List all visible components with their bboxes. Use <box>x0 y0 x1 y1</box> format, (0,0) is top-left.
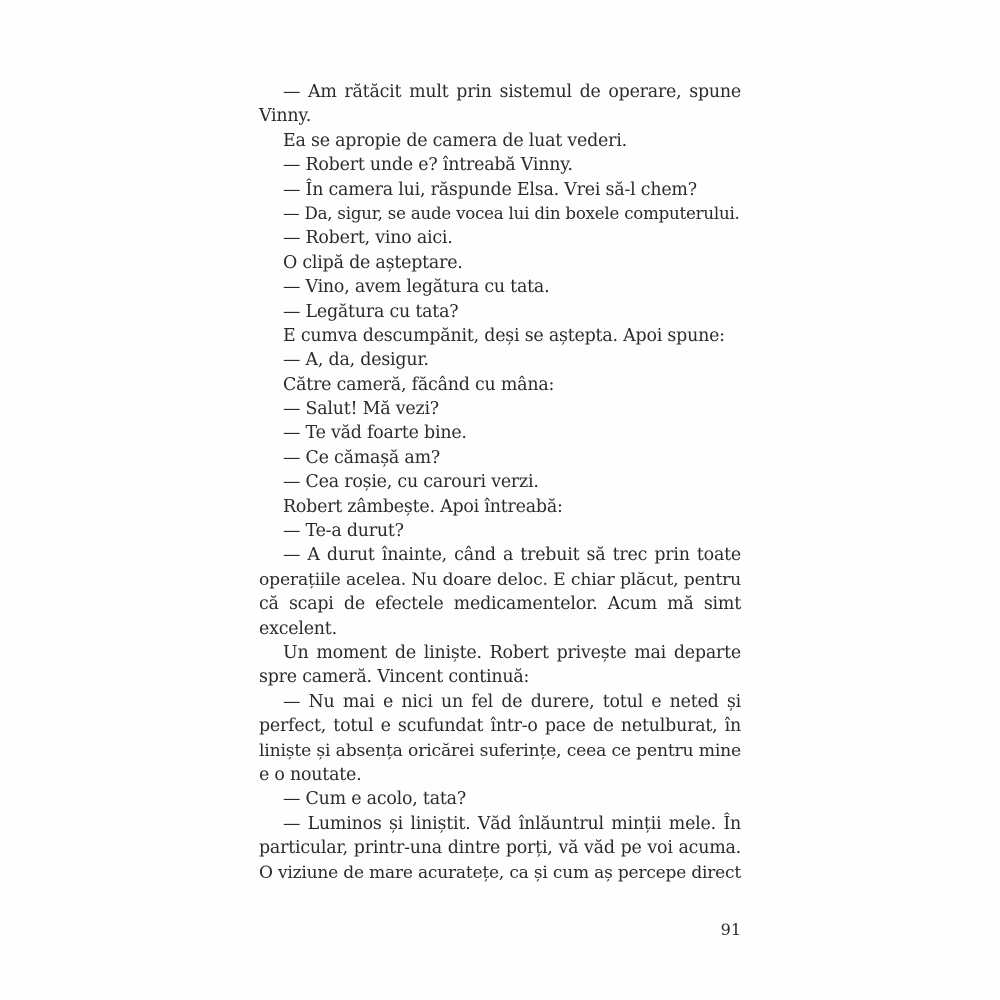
text-line: — Robert, vino aici. <box>283 228 453 249</box>
text-line: — Ce cămașă am? <box>283 447 441 468</box>
text-line: liniște și absența oricărei suferințe, ceea ce pentru mine <box>259 740 741 761</box>
text-line: — Vino, avem legătura cu tata. <box>283 277 550 298</box>
text-line: Robert zâmbește. Apoi întreabă: <box>283 496 563 517</box>
text-line: — Te-a durut? <box>283 521 404 542</box>
text-line: particular, printr-una dintre porți, vă văd pe voi acuma. <box>259 838 741 859</box>
text-line: Către cameră, făcând cu mâna: <box>283 374 555 395</box>
text-line: că scapi de efectele medicamentelor. Acum mă simt <box>259 594 741 615</box>
text-line: — Am rătăcit mult prin sistemul de operare, spune <box>283 82 741 102</box>
text-line: operațiile acelea. Nu doare deloc. E chiar plăcut, pentru <box>259 569 741 590</box>
text-line: Un moment de liniște. Robert privește mai departe <box>283 642 741 663</box>
text-line: — Cea roșie, cu carouri verzi. <box>283 472 539 493</box>
text-line: O viziune de mare acuratețe, ca și cum aș percepe direct <box>259 862 741 883</box>
text-line: Vinny. <box>259 106 312 127</box>
text-line: E cumva descumpănit, deși se aștepta. Apoi spune: <box>283 325 725 346</box>
text-line: — Te văd foarte bine. <box>283 423 467 444</box>
text-line: — Robert unde e? întreabă Vinny. <box>283 155 573 176</box>
text-line: — Luminos și liniștit. Văd înlăuntrul minții mele. În <box>283 813 741 834</box>
text-line: — Nu mai e nici un fel de durere, totul e neted și <box>283 691 741 712</box>
text-line: — Cum e acolo, tata? <box>283 789 466 810</box>
text-line: Ea se apropie de camera de luat vederi. <box>283 130 627 151</box>
text-line: spre cameră. Vincent continuă: <box>259 667 530 688</box>
text-line: perfect, totul e scufundat într-o pace de netulburat, în <box>259 716 741 737</box>
text-line: O clipă de așteptare. <box>283 252 463 273</box>
text-line: — În camera lui, răspunde Elsa. Vrei să-l chem? <box>283 179 697 200</box>
text-line: e o noutate. <box>259 764 362 785</box>
body-text <box>259 80 741 885</box>
text-line: excelent. <box>259 618 337 639</box>
text-line: — A durut înainte, când a trebuit să trec prin toate <box>283 545 741 566</box>
text-line: — Salut! Mă vezi? <box>283 399 439 420</box>
text-line: — A, da, desigur. <box>283 350 429 371</box>
page-number: 91 <box>720 920 741 939</box>
text-line: — Legătura cu tata? <box>283 301 459 322</box>
text-line: — Da, sigur, se aude vocea lui din boxele computerului. <box>283 203 740 223</box>
